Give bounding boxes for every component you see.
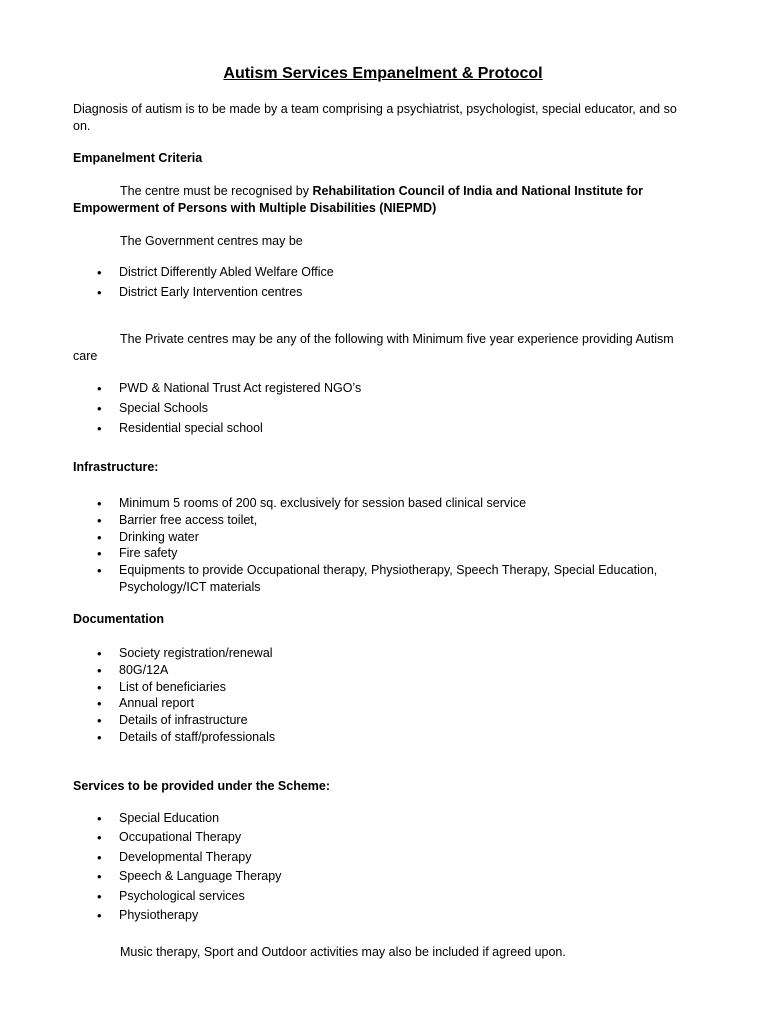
- services-note: Music therapy, Sport and Outdoor activities may also be included if agreed upon.: [120, 945, 566, 959]
- list-item: • Residential special school: [73, 420, 688, 440]
- list-item: • Psychological services: [73, 888, 688, 907]
- services-list: [73, 810, 688, 926]
- infrastructure-list: [73, 495, 688, 596]
- intro-paragraph: Diagnosis of autism is to be made by a team comprising a psychiatrist, psychologist, special educator, and so on.: [73, 102, 677, 133]
- recognition-bodies: Rehabilitation Council of India and National Institute for Empowerment of Persons with Multiple Disabilities (NIEPMD): [73, 184, 644, 215]
- list-item: • List of beneficiaries: [73, 679, 688, 696]
- list-item: • Details of staff/professionals: [73, 729, 688, 746]
- list-item: • Annual report: [73, 695, 688, 712]
- list-item: • Minimum 5 rooms of 200 sq. exclusively for session based clinical service: [73, 495, 688, 512]
- list-item: • Society registration/renewal: [73, 645, 688, 662]
- list-item: • Drinking water: [73, 529, 688, 546]
- empanelment-heading: Empanelment Criteria: [73, 151, 203, 165]
- list-item: • Occupational Therapy: [73, 829, 688, 848]
- list-item: • District Early Intervention centres: [73, 284, 688, 304]
- list-item: • Details of infrastructure: [73, 712, 688, 729]
- documentation-heading: Documentation: [73, 612, 164, 626]
- list-item: • Barrier free access toilet,: [73, 512, 688, 529]
- list-item: • Developmental Therapy: [73, 849, 688, 868]
- list-item: • District Differently Abled Welfare Office: [73, 264, 688, 284]
- list-item: • PWD & National Trust Act registered NGO’s: [73, 380, 688, 400]
- recognition-paragraph: [73, 183, 688, 217]
- list-item: • Special Education: [73, 810, 688, 829]
- government-list: [73, 264, 688, 304]
- services-heading: Services to be provided under the Scheme:: [73, 779, 331, 793]
- recognition-text: The centre must be recognised by: [120, 184, 313, 198]
- list-item: • Equipments to provide Occupational therapy, Physiotherapy, Speech Therapy, Special Education, Psychology/ICT materials: [73, 562, 688, 596]
- infrastructure-heading: Infrastructure:: [73, 460, 159, 474]
- list-item: • Fire safety: [73, 545, 688, 562]
- page-title: Autism Services Empanelment & Protocol: [223, 65, 543, 82]
- government-intro: The Government centres may be: [120, 234, 303, 248]
- private-list: [73, 380, 688, 440]
- documentation-list: [73, 645, 688, 746]
- list-item: • Speech & Language Therapy: [73, 868, 688, 887]
- list-item: • Physiotherapy: [73, 907, 688, 926]
- list-item: • Special Schools: [73, 400, 688, 420]
- private-intro: The Private centres may be any of the following with Minimum five year experience providing Autism care: [73, 332, 674, 363]
- list-item: • 80G/12A: [73, 662, 688, 679]
